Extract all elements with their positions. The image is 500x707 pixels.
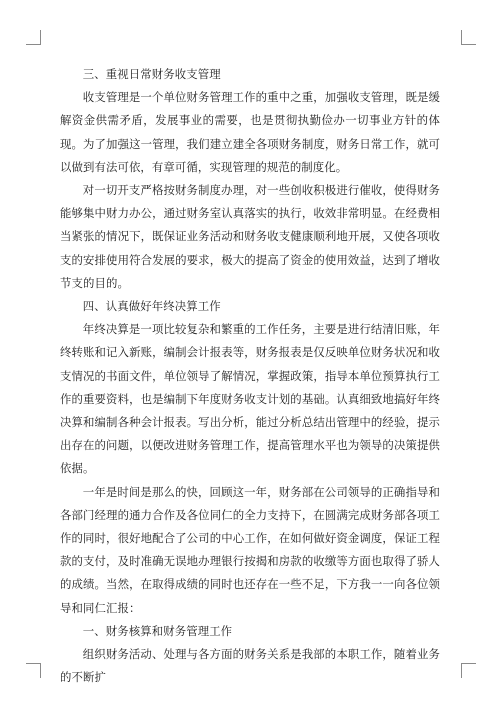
paragraph-income-expense-management: 收支管理是一个单位财务管理工作的重中之重，加强收支管理，既是缓解资金供需矛盾，发展事业的需要，也是贯彻执勤俭办一切事业方针的体现。为了加强这一管理，我们建立建全各项财务制度，财务日常工作，就可以做到有法可依，有章可循，实现管理的规范的制度化。 bbox=[60, 90, 440, 174]
section-heading-4: 四、认真做好年终决算工作 bbox=[82, 299, 221, 314]
crop-mark-top-left bbox=[26, 30, 41, 45]
document-body bbox=[60, 63, 440, 689]
crop-mark-bottom-left bbox=[26, 663, 41, 678]
crop-mark-bottom-right bbox=[461, 663, 476, 678]
paragraph-year-review: 一年是时间是那么的快，回顾这一年，财务部在公司领导的正确指导和各部门经理的通力合作及各位同仁的全力支持下，在圆满完成财务部各项工作的同时，很好地配合了公司的中心工作，在如何做好资金调度，保证工程款的支付，及时准确无误地办理银行按揭和房款的收缴等方面也取得了骄人的成绩。当然，在取得成绩的同时也还存在一些不足，下方我一一向各位领导和同仁汇报： bbox=[60, 484, 440, 615]
crop-mark-top-right bbox=[461, 30, 476, 45]
section-heading-3: 三、重视日常财务收支管理 bbox=[82, 67, 221, 81]
section-heading-1: 一、财务核算和财务管理工作 bbox=[82, 623, 233, 638]
paragraph-financial-organization: 组织财务活动、处理与各方面的财务关系是我部的本职工作，随着业务的不断扩 bbox=[60, 647, 440, 685]
paragraph-expense-control: 对一切开支严格按财务制度办理，对一些创收积极进行催收，使得财务能够集中财力办公，通过财务室认真落实的执行，收效非常明显。在经费相当紧张的情况下，既保证业务活动和财务收支健康顺利地开展，又使各项收支的安排使用符合发展的要求，极大的提高了资金的使用效益，达到了增收节支的目的。 bbox=[60, 183, 440, 290]
paragraph-year-end-closing: 年终决算是一项比较复杂和繁重的工作任务，主要是进行结清旧账，年终转账和记入新账，编制会计报表等，财务报表是仅反映单位财务状况和收支情况的书面文件，单位领导了解情况，掌握政策，指导本单位预算执行工作的重要资料，也是编制下年度财务收支计划的基础。认真细致地搞好年终决算和编制各种会计报表。写出分析，能过分析总结出管理中的经验，提示出存在的问题，以便改进财务管理工作，提高管理水平也为领导的决策提供依据。 bbox=[60, 322, 440, 476]
